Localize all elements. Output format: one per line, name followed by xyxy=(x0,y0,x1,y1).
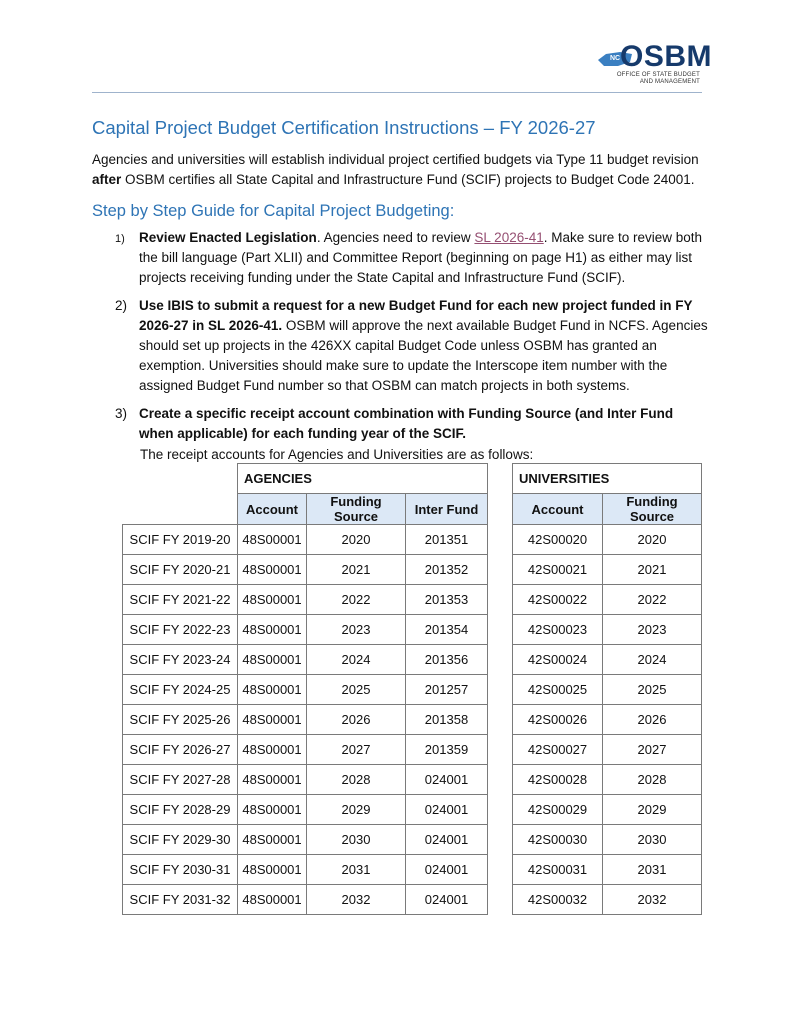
step-text xyxy=(139,228,709,288)
funding-source-cell: 2027 xyxy=(603,735,702,765)
table-row xyxy=(513,765,702,795)
account-cell: 48S00001 xyxy=(238,615,307,645)
account-cell: 42S00030 xyxy=(513,825,603,855)
account-cell: 48S00001 xyxy=(238,555,307,585)
table-row xyxy=(513,645,702,675)
table-header-row xyxy=(123,494,488,525)
step-bold: Use IBIS to submit a request for a new Budget Fund for each new project funded in FY 2026-27 in SL 2026-41. xyxy=(139,298,693,333)
step-text xyxy=(139,404,709,444)
funding-source-cell: 2028 xyxy=(307,765,406,795)
intro-paragraph xyxy=(92,150,712,190)
account-cell: 48S00001 xyxy=(238,525,307,555)
funding-source-cell: 2025 xyxy=(603,675,702,705)
osbm-logo xyxy=(598,40,712,86)
table-row xyxy=(513,705,702,735)
inter-fund-cell: 201352 xyxy=(406,555,488,585)
step-bold: Create a specific receipt account combination with Funding Source (and Inter Fund when applicable) for each funding year of the SCIF. xyxy=(139,406,674,441)
row-label-cell: SCIF FY 2022-23 xyxy=(123,615,238,645)
account-cell: 48S00001 xyxy=(238,735,307,765)
row-label-cell: SCIF FY 2021-22 xyxy=(123,585,238,615)
table-row xyxy=(513,795,702,825)
funding-source-cell: 2026 xyxy=(307,705,406,735)
row-label-cell: SCIF FY 2020-21 xyxy=(123,555,238,585)
table-row xyxy=(513,525,702,555)
funding-source-cell: 2020 xyxy=(603,525,702,555)
inter-fund-cell: 201351 xyxy=(406,525,488,555)
table-row xyxy=(123,525,488,555)
column-header-inter-fund: Inter Fund xyxy=(406,494,488,525)
empty-cell xyxy=(123,464,238,494)
inter-fund-cell: 024001 xyxy=(406,765,488,795)
table-row xyxy=(123,885,488,915)
row-label-cell: SCIF FY 2024-25 xyxy=(123,675,238,705)
account-cell: 48S00001 xyxy=(238,645,307,675)
inter-fund-cell: 201356 xyxy=(406,645,488,675)
funding-source-cell: 2021 xyxy=(307,555,406,585)
funding-source-cell: 2031 xyxy=(307,855,406,885)
account-cell: 48S00001 xyxy=(238,705,307,735)
account-cell: 48S00001 xyxy=(238,675,307,705)
account-cell: 42S00025 xyxy=(513,675,603,705)
universities-table xyxy=(512,463,702,915)
account-cell: 42S00028 xyxy=(513,765,603,795)
logo-subtitle-line2: AND MANAGEMENT xyxy=(639,79,700,85)
inter-fund-cell: 201359 xyxy=(406,735,488,765)
agencies-group-header: AGENCIES xyxy=(238,464,488,494)
funding-source-cell: 2029 xyxy=(307,795,406,825)
row-label-cell: SCIF FY 2028-29 xyxy=(123,795,238,825)
step-text-body: OSBM will approve the next available Budget Fund in NCFS. Agencies should set up projects in the 426XX capital Budget Code unless OSBM has granted an exemption. Universities should make sure to update the Interscope item number with the assigned Budget Fund number so that OSBM can match projects in both systems. xyxy=(139,318,708,393)
table-row xyxy=(513,585,702,615)
account-cell: 42S00022 xyxy=(513,585,603,615)
funding-source-cell: 2022 xyxy=(307,585,406,615)
inter-fund-cell: 024001 xyxy=(406,855,488,885)
header-divider xyxy=(92,92,702,93)
step-text xyxy=(139,296,709,396)
table-row xyxy=(513,675,702,705)
funding-source-cell: 2028 xyxy=(603,765,702,795)
step-number: 3) xyxy=(115,406,128,421)
table-row xyxy=(513,825,702,855)
funding-source-cell: 2032 xyxy=(307,885,406,915)
account-cell: 48S00001 xyxy=(238,765,307,795)
inter-fund-cell: 024001 xyxy=(406,885,488,915)
funding-source-cell: 2030 xyxy=(603,825,702,855)
inter-fund-cell: 024001 xyxy=(406,825,488,855)
column-header-account: Account xyxy=(513,494,603,525)
table-row xyxy=(123,705,488,735)
row-label-cell: SCIF FY 2019-20 xyxy=(123,525,238,555)
step-text-b: . Make sure to review both the bill language (Part XLII) and Committee Report (beginning on page H1) as either may list projects receiving funding under the State Capital and Infrastructure Fund (SCIF). xyxy=(139,230,703,285)
funding-source-cell: 2029 xyxy=(603,795,702,825)
account-cell: 42S00026 xyxy=(513,705,603,735)
account-cell: 42S00024 xyxy=(513,645,603,675)
row-label-cell: SCIF FY 2027-28 xyxy=(123,765,238,795)
row-label-cell: SCIF FY 2030-31 xyxy=(123,855,238,885)
funding-source-cell: 2031 xyxy=(603,855,702,885)
sl-2026-41-link[interactable]: SL 2026-41 xyxy=(474,230,544,245)
table-row xyxy=(123,855,488,885)
intro-bold: after xyxy=(92,172,122,187)
row-label-cell: SCIF FY 2029-30 xyxy=(123,825,238,855)
inter-fund-cell: 201257 xyxy=(406,675,488,705)
table-group-row xyxy=(123,464,488,494)
account-cell: 42S00020 xyxy=(513,525,603,555)
intro-text-1: Agencies and universities will establish individual project certified budgets via Type 11 budget revision xyxy=(92,152,699,167)
account-cell: 42S00031 xyxy=(513,855,603,885)
row-label-cell: SCIF FY 2031-32 xyxy=(123,885,238,915)
column-header-funding-source: Funding Source xyxy=(307,494,406,525)
table-row xyxy=(123,735,488,765)
table-row xyxy=(123,645,488,675)
table-row xyxy=(513,735,702,765)
funding-source-cell: 2024 xyxy=(307,645,406,675)
row-label-cell: SCIF FY 2025-26 xyxy=(123,705,238,735)
universities-group-header: UNIVERSITIES xyxy=(513,464,702,494)
table-row xyxy=(123,555,488,585)
logo-wordmark: OSBM xyxy=(620,40,712,73)
funding-source-cell: 2024 xyxy=(603,645,702,675)
table-row xyxy=(513,855,702,885)
inter-fund-cell: 201353 xyxy=(406,585,488,615)
step-text-a: . Agencies need to review xyxy=(316,230,475,245)
table-header-row xyxy=(513,494,702,525)
table-row xyxy=(123,615,488,645)
table-group-row xyxy=(513,464,702,494)
table-row xyxy=(123,765,488,795)
step-number: 1) xyxy=(115,233,125,245)
funding-source-cell: 2025 xyxy=(307,675,406,705)
inter-fund-cell: 024001 xyxy=(406,795,488,825)
funding-source-cell: 2027 xyxy=(307,735,406,765)
column-header-account: Account xyxy=(238,494,307,525)
table-row xyxy=(513,885,702,915)
funding-source-cell: 2023 xyxy=(603,615,702,645)
guide-heading: Step by Step Guide for Capital Project Budgeting: xyxy=(92,202,455,220)
account-cell: 48S00001 xyxy=(238,825,307,855)
account-cell: 42S00032 xyxy=(513,885,603,915)
inter-fund-cell: 201354 xyxy=(406,615,488,645)
account-cell: 48S00001 xyxy=(238,795,307,825)
logo-nc-badge: NC xyxy=(610,55,621,62)
agencies-table xyxy=(122,463,488,915)
table-row xyxy=(123,585,488,615)
funding-source-cell: 2032 xyxy=(603,885,702,915)
page-title: Capital Project Budget Certification Instructions – FY 2026-27 xyxy=(92,117,596,138)
table-row xyxy=(123,825,488,855)
account-cell: 42S00021 xyxy=(513,555,603,585)
receipt-accounts-intro: The receipt accounts for Agencies and Universities are as follows: xyxy=(140,447,534,462)
row-label-cell: SCIF FY 2026-27 xyxy=(123,735,238,765)
row-label-cell: SCIF FY 2023-24 xyxy=(123,645,238,675)
table-row xyxy=(513,555,702,585)
funding-source-cell: 2026 xyxy=(603,705,702,735)
funding-source-cell: 2020 xyxy=(307,525,406,555)
inter-fund-cell: 201358 xyxy=(406,705,488,735)
account-cell: 42S00027 xyxy=(513,735,603,765)
table-row xyxy=(513,615,702,645)
table-row xyxy=(123,795,488,825)
account-cell: 42S00023 xyxy=(513,615,603,645)
empty-cell xyxy=(123,494,238,525)
account-cell: 42S00029 xyxy=(513,795,603,825)
funding-source-cell: 2023 xyxy=(307,615,406,645)
account-cell: 48S00001 xyxy=(238,585,307,615)
account-cell: 48S00001 xyxy=(238,885,307,915)
step-bold: Review Enacted Legislation xyxy=(139,230,317,245)
account-cell: 48S00001 xyxy=(238,855,307,885)
funding-source-cell: 2022 xyxy=(603,585,702,615)
intro-text-2: OSBM certifies all State Capital and Infrastructure Fund (SCIF) projects to Budget Code 24001. xyxy=(121,172,695,187)
logo-subtitle-line1: OFFICE OF STATE BUDGET xyxy=(616,72,700,78)
funding-source-cell: 2021 xyxy=(603,555,702,585)
column-header-funding-source: Funding Source xyxy=(603,494,702,525)
table-row xyxy=(123,675,488,705)
funding-source-cell: 2030 xyxy=(307,825,406,855)
step-number: 2) xyxy=(115,298,128,313)
